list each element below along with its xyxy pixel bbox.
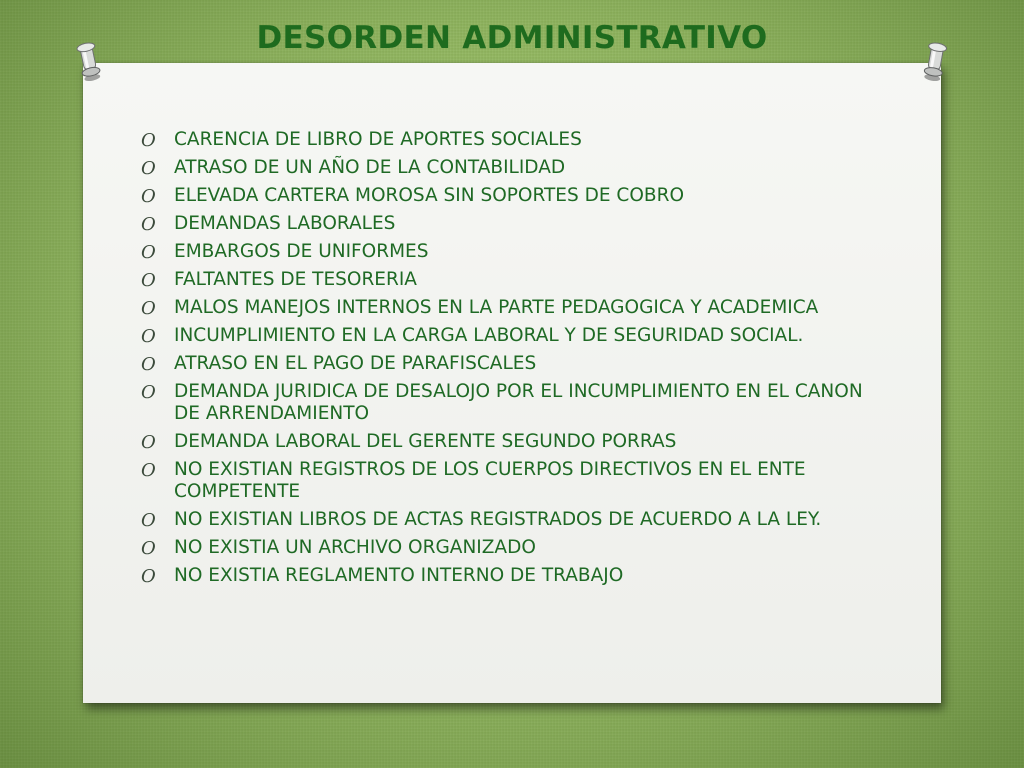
- list-item: [141, 509, 881, 531]
- list-item: [141, 325, 881, 347]
- list-item-text: DEMANDA LABORAL DEL GERENTE SEGUNDO PORRAS: [174, 431, 677, 452]
- list-item-text: FALTANTES DE TESORERIA: [174, 269, 417, 290]
- bullet-o-icon: O: [141, 566, 156, 587]
- list-item-text: NO EXISTIAN LIBROS DE ACTAS REGISTRADOS DE ACUERDO A LA LEY.: [174, 509, 822, 530]
- list-item: [141, 459, 881, 503]
- bullet-o-icon: O: [141, 130, 156, 151]
- list-item: [141, 381, 881, 425]
- list-item-text: ATRASO EN EL PAGO DE PARAFISCALES: [174, 353, 537, 374]
- list-item: [141, 269, 881, 291]
- list-item-text: DEMANDA JURIDICA DE DESALOJO POR EL INCUMPLIMIENTO EN EL CANON DE ARRENDAMIENTO: [174, 381, 863, 424]
- list-item: [141, 241, 881, 263]
- list-item-text: NO EXISTIA UN ARCHIVO ORGANIZADO: [174, 537, 536, 558]
- list-item-text: DEMANDAS LABORALES: [174, 213, 396, 234]
- list-item: [141, 213, 881, 235]
- bullet-o-icon: O: [141, 186, 156, 207]
- bullet-o-icon: O: [141, 326, 156, 347]
- list-item: [141, 431, 881, 453]
- bullet-o-icon: O: [141, 460, 156, 481]
- bullet-o-icon: O: [141, 214, 156, 235]
- bullet-o-icon: O: [141, 432, 156, 453]
- list-item: [141, 353, 881, 375]
- list-item: [141, 565, 881, 587]
- bullet-o-icon: O: [141, 158, 156, 179]
- list-item: [141, 129, 881, 151]
- list-item: [141, 185, 881, 207]
- slide-title: DESORDEN ADMINISTRATIVO: [256, 20, 768, 56]
- list-item-text: NO EXISTIA REGLAMENTO INTERNO DE TRABAJO: [174, 565, 624, 586]
- bullet-o-icon: O: [141, 538, 156, 559]
- bullet-list: [141, 129, 881, 593]
- list-item-text: EMBARGOS DE UNIFORMES: [174, 241, 429, 262]
- list-item-text: ELEVADA CARTERA MOROSA SIN SOPORTES DE COBRO: [174, 185, 685, 206]
- bullet-o-icon: O: [141, 270, 156, 291]
- bullet-o-icon: O: [141, 510, 156, 531]
- list-item: [141, 157, 881, 179]
- list-item-text: CARENCIA DE LIBRO DE APORTES SOCIALES: [174, 129, 582, 150]
- list-item: [141, 297, 881, 319]
- list-item-text: INCUMPLIMIENTO EN LA CARGA LABORAL Y DE SEGURIDAD SOCIAL.: [174, 325, 804, 346]
- bullet-o-icon: O: [141, 382, 156, 403]
- pushpin-icon: [919, 40, 952, 84]
- bullet-o-icon: O: [141, 242, 156, 263]
- bullet-o-icon: O: [141, 354, 156, 375]
- list-item-text: ATRASO DE UN AÑO DE LA CONTABILIDAD: [174, 157, 566, 178]
- list-item-text: MALOS MANEJOS INTERNOS EN LA PARTE PEDAGOGICA Y ACADEMICA: [174, 297, 819, 318]
- list-item: [141, 537, 881, 559]
- bullet-o-icon: O: [141, 298, 156, 319]
- list-item-text: NO EXISTIAN REGISTROS DE LOS CUERPOS DIRECTIVOS EN EL ENTE COMPETENTE: [174, 459, 806, 502]
